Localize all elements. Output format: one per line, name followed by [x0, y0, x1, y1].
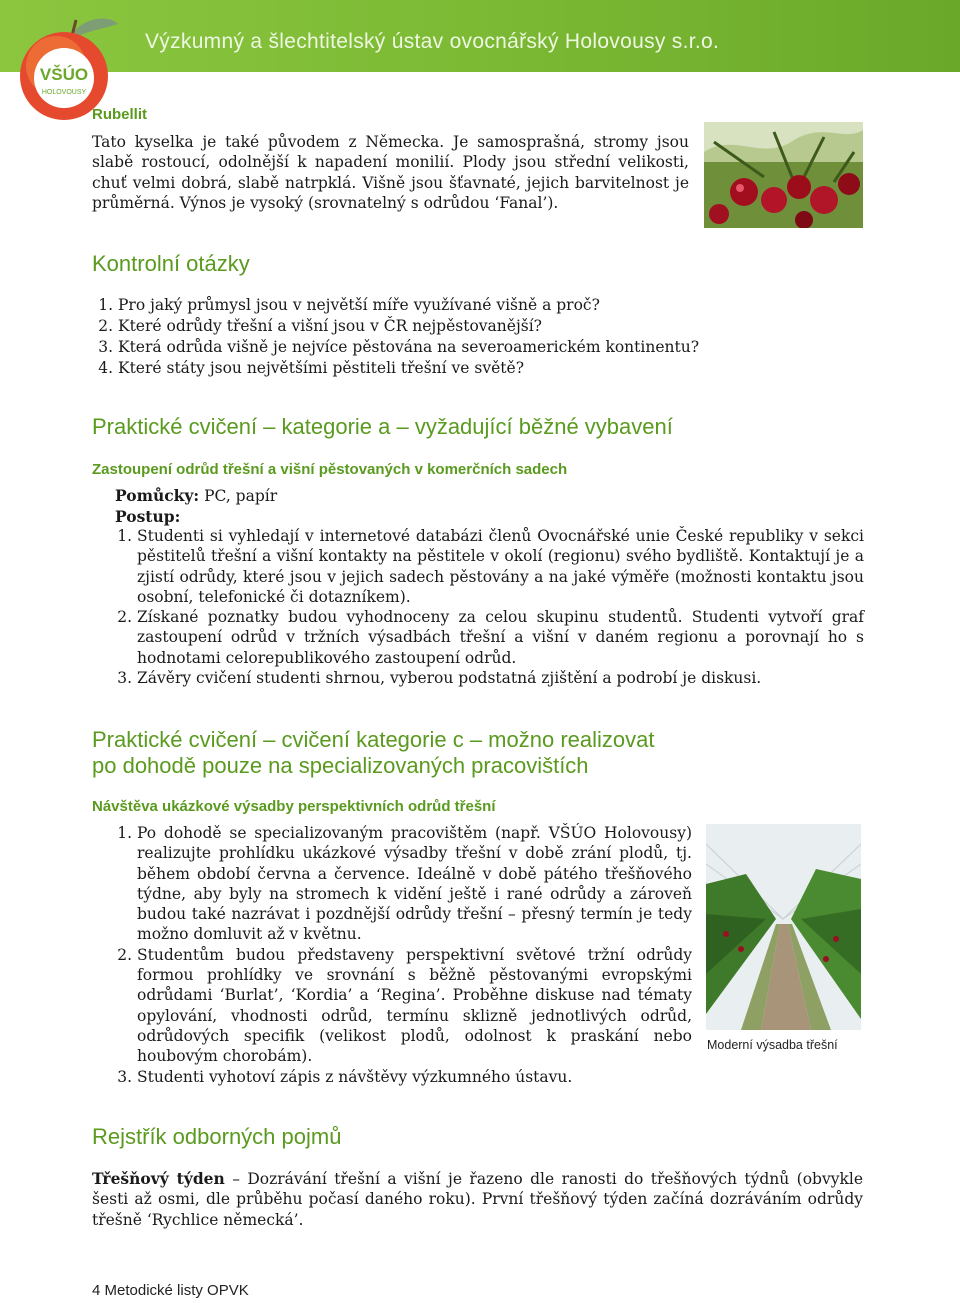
pomucky-value: PC, papír: [199, 487, 278, 505]
logo-subtext: HOLOVOUSY: [41, 89, 87, 96]
cviceni-c-heading-line1: Praktické cvičení – cvičení kategorie c – možno realizovat: [92, 727, 655, 752]
list-item: 1. Pro jaký průmysl jsou v největší míře využívané višně a proč?: [118, 295, 878, 316]
list-item: 4. Které státy jsou největšími pěstiteli třešní ve světě?: [118, 358, 878, 379]
list-item: 1. Po dohodě se specializovaným pracovištěm (např. VŠÚO Holovousy) realizujte prohlídku ukázkové výsadby třešní v době zrání plodů, tj. během období června a července. Ideálně v době pátého třešňového týdne, aby byly na stromech k vidění ještě i rané odrůdy a zároveň budou také nazrávat i pozdnější odrůdy třešní – přesný termín je tedy možno domluvit až v květnu.: [137, 823, 692, 945]
cherry-photo: [704, 122, 863, 228]
rejstrik-entry: [92, 1169, 863, 1230]
list-item: 2. Získané poznatky budou vyhodnoceny za celou skupinu studentů. Studenti vytvoří graf zastoupení odrůd v tržních výsadbách třešní a višní v daném regionu a porovnají ho s hodnotami celorepublikového zastoupení odrůd.: [137, 607, 864, 668]
kontrolni-heading: Kontrolní otázky: [92, 251, 250, 276]
list-item: 2. Které odrůdy třešní a višní jsou v ČR nejpěstovanější?: [118, 316, 878, 337]
list-item: 3. Studenti vyhotoví zápis z návštěvy výzkumného ústavu.: [137, 1067, 692, 1087]
header-title: Výzkumný a šlechtitelský ústav ovocnářský Holovousy s.r.o.: [145, 30, 720, 53]
footer: [92, 1282, 249, 1299]
postup-list: [91, 526, 864, 688]
cviceni-c-heading-line2: po dohodě pouze na specializovaných pracovištích: [92, 753, 589, 778]
list-item: 2. Studentům budou představeny perspektivní světové tržní odrůdy formou prohlídky ve srovnání s běžně pěstovanými evropskými odrůdami ‘Burlat’, ‘Kordia’ a ‘Regina’. Proběhne diskuse nad tématy opylování, vhodnosti odrůd, termínu sklizně jednotlivých odrůd, odrůdových specifik (velikost plodů, odolnost k praskání nebo houbovým chorobám).: [137, 945, 692, 1067]
rejstrik-definition: – Dozrávání třešní a višní je řazeno dle ranosti do třešňových týdnů (obvykle šesti až osmi, dle průběhu počasí daného roku). První třešňový týden začíná dozráváním odrůdy třešně ‘Rychlice německá’.: [92, 1170, 864, 1229]
rejstrik-term: Třešňový týden: [92, 1169, 225, 1188]
list-item: 3. Závěry cvičení studenti shrnou, vyberou podstatná zjištění a podrobí je diskusi.: [137, 668, 864, 688]
photo-caption: Moderní výsadba třešní: [707, 1038, 838, 1052]
page-number: 4: [92, 1282, 101, 1299]
logo-text: VŠÚO: [39, 65, 89, 84]
pomucky-line: [115, 486, 277, 506]
cviceni-c-heading: [92, 727, 654, 779]
list-item: 3. Která odrůda višně je nejvíce pěstována na severoamerickém kontinentu?: [118, 337, 878, 358]
rubellit-heading: Rubellit: [92, 106, 147, 123]
rubellit-text: Tato kyselka je také původem z Německa. Je samosprašná, stromy jsou slabě rostoucí, odolnější k napadení monilií. Plody jsou střední velikosti, chuť velmi dobrá, slabě natrpklá. Višně jsou šťavnaté, jejich barvitelnost je průměrná. Výnos je vysoký (srovnatelný s odrůdou ‘Fanal’).: [92, 133, 689, 212]
kontrolni-list: [72, 295, 878, 379]
cviceni-c-subheading: Návštěva ukázkové výsadby perspektivních odrůd třešní: [92, 798, 496, 815]
list-item: 1. Studenti si vyhledají v internetové databázi členů Ovocnářské unie České republiky v sekci pěstitelů třešní a višní kontakty na pěstitele v okolí (regionu) svého bydliště. Kontaktují je a zjistí odrůdy, které jsou v jejich sadech pěstovány a na jaké výměře (možnosti kontaktu jsou osobní, telefonické či dotazníkem).: [137, 526, 864, 607]
cviceni-a-heading: Praktické cvičení – kategorie a – vyžadující běžné vybavení: [92, 414, 673, 439]
navsteva-list: [91, 823, 692, 1087]
orchard-photo: [706, 824, 861, 1030]
cviceni-a-subheading: Zastoupení odrůd třešní a višní pěstovaných v komerčních sadech: [92, 461, 568, 478]
postup-label: Postup:: [115, 507, 181, 526]
footer-text: Metodické listy OPVK: [104, 1282, 249, 1299]
pomucky-label: Pomůcky:: [115, 486, 200, 505]
rejstrik-heading: Rejstřík odborných pojmů: [92, 1124, 342, 1149]
